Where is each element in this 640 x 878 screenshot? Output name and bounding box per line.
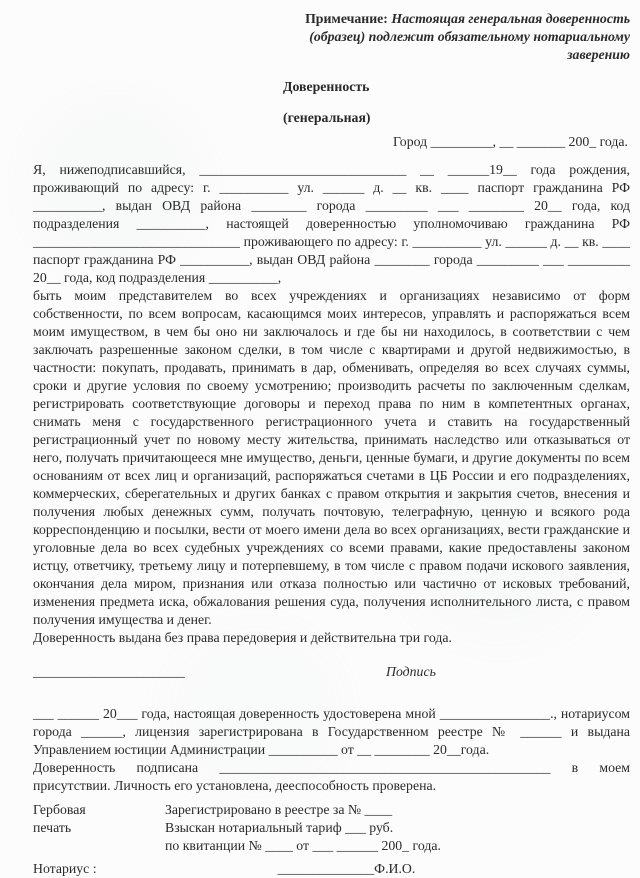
document-title: Доверенность <box>283 79 370 94</box>
signing-paragraph: Доверенность подписана ________________________________________________ в моем присутствии. Личность его установлена, дееспособность проверена. <box>33 760 630 793</box>
city-date-line: Город _________, __ _______ 200_ года. <box>393 134 628 149</box>
notarization-note <box>268 10 630 64</box>
signature-label: Подпись <box>386 664 436 679</box>
registry-entries <box>165 801 630 855</box>
powers-paragraph: быть моим представителем во всех учреждениях и организациях независимо от форм собственности, по всем вопросам, касающимся моих интересов, управлять и распоряжаться всем моим имуществом, в чем бы оно ни заключалось и где бы ни находилось, в соответствии с чем заключать разрешенные законом сделки, в том числе с квартирами и другой недвижимостью, в частности: покупать, продавать, принимать в дар, обменивать, определяя во всех случаях суммы, сроки и другие условия по своему усмотрению; производить расчеты по заключенным сделкам, регистрировать соответствующие договоры и переход права по ним в компетентных органах, снимать меня с государственного регистрационного учета и ставить на государственный регистрационный учет по новому месту жительства, принимать наследство или отказываться от него, получать причитающееся мне имущество, деньги, ценные бумаги, и другие документы по всем основаниям от всех лиц и организаций, распоряжаться счетами в ЦБ России и его подразделениях, коммерческих, сберегательных и других банках с правом открытия и закрытия счетов, внесения и получения любых денежных сумм, получать почтовую, телеграфную, ценную и всякого рода корреспонденцию и посылки, вести от моего имени дела во всех организациях, вести гражданские и уголовные дела во всех судебных учреждениях со всеми правами, какие предоставлены законом истцу, ответчику, третьему лицу и потерпевшему, в том числе с правом подачи искового заявления, окончания дела миром, признания или отказа полностью или частично от исковых требований, изменения предмета иска, обжалования решения суда, получения исполнительного листа, с правом получения имущества и денег. <box>33 288 630 627</box>
signature-row <box>33 663 630 681</box>
notary-name-line: ______________Ф.И.О. <box>277 861 416 876</box>
note-text: Настоящая генеральная доверенность (образец) подлежит обязательному нотариальному заверению <box>309 11 630 62</box>
stamp-and-registry-block <box>33 801 630 855</box>
stamp-label <box>33 801 165 855</box>
notary-label: Нотариус : <box>33 861 97 876</box>
receipt-line: по квитанции № ____ от ___ ______ 200_ года. <box>165 838 441 853</box>
notary-signature-row <box>33 860 630 878</box>
certification-paragraph: ___ ______ 20___ года, настоящая доверенность удостоверена мной ________________., нотариусом города ______, лицензия зарегистрирована в Государственном реестре № ______ и выдана Управлением юстиции Администрации __________ от __ ________ 20__года. <box>33 706 630 757</box>
stamp-label-line: Гербовая <box>33 802 86 817</box>
tariff-line: Взыскан нотариальный тариф ___ руб. <box>165 820 394 835</box>
document-subtitle: (генеральная) <box>283 110 371 125</box>
signature-underline: ______________________ <box>33 664 185 679</box>
stamp-label-line: печать <box>33 820 72 835</box>
registry-line: Зарегистрировано в реестре за № ____ <box>165 802 393 817</box>
principal-paragraph: Я, нижеподписавшийся, ______________________________ __ ______19__ года рождения, проживающий по адресу: г. __________ ул. ______ д. __ кв. ____ паспорт гражданина РФ __________, выдан ОВД района ________ города _________ ___ ________ 20__ года, код подразделения __________, настоящей доверенностью уполномочиваю гражданина РФ ______________________________ проживающего по адресу: г. __________ ул. ______ д. __ кв. ____ паспорт гражданина РФ __________, выдан ОВД района ________ города _________ ___ _________ 20__ года, код подразделения __________, <box>33 162 630 285</box>
note-label: Примечание: <box>305 11 388 26</box>
validity-paragraph: Доверенность выдана без права передоверия и действительна три года. <box>33 630 452 645</box>
